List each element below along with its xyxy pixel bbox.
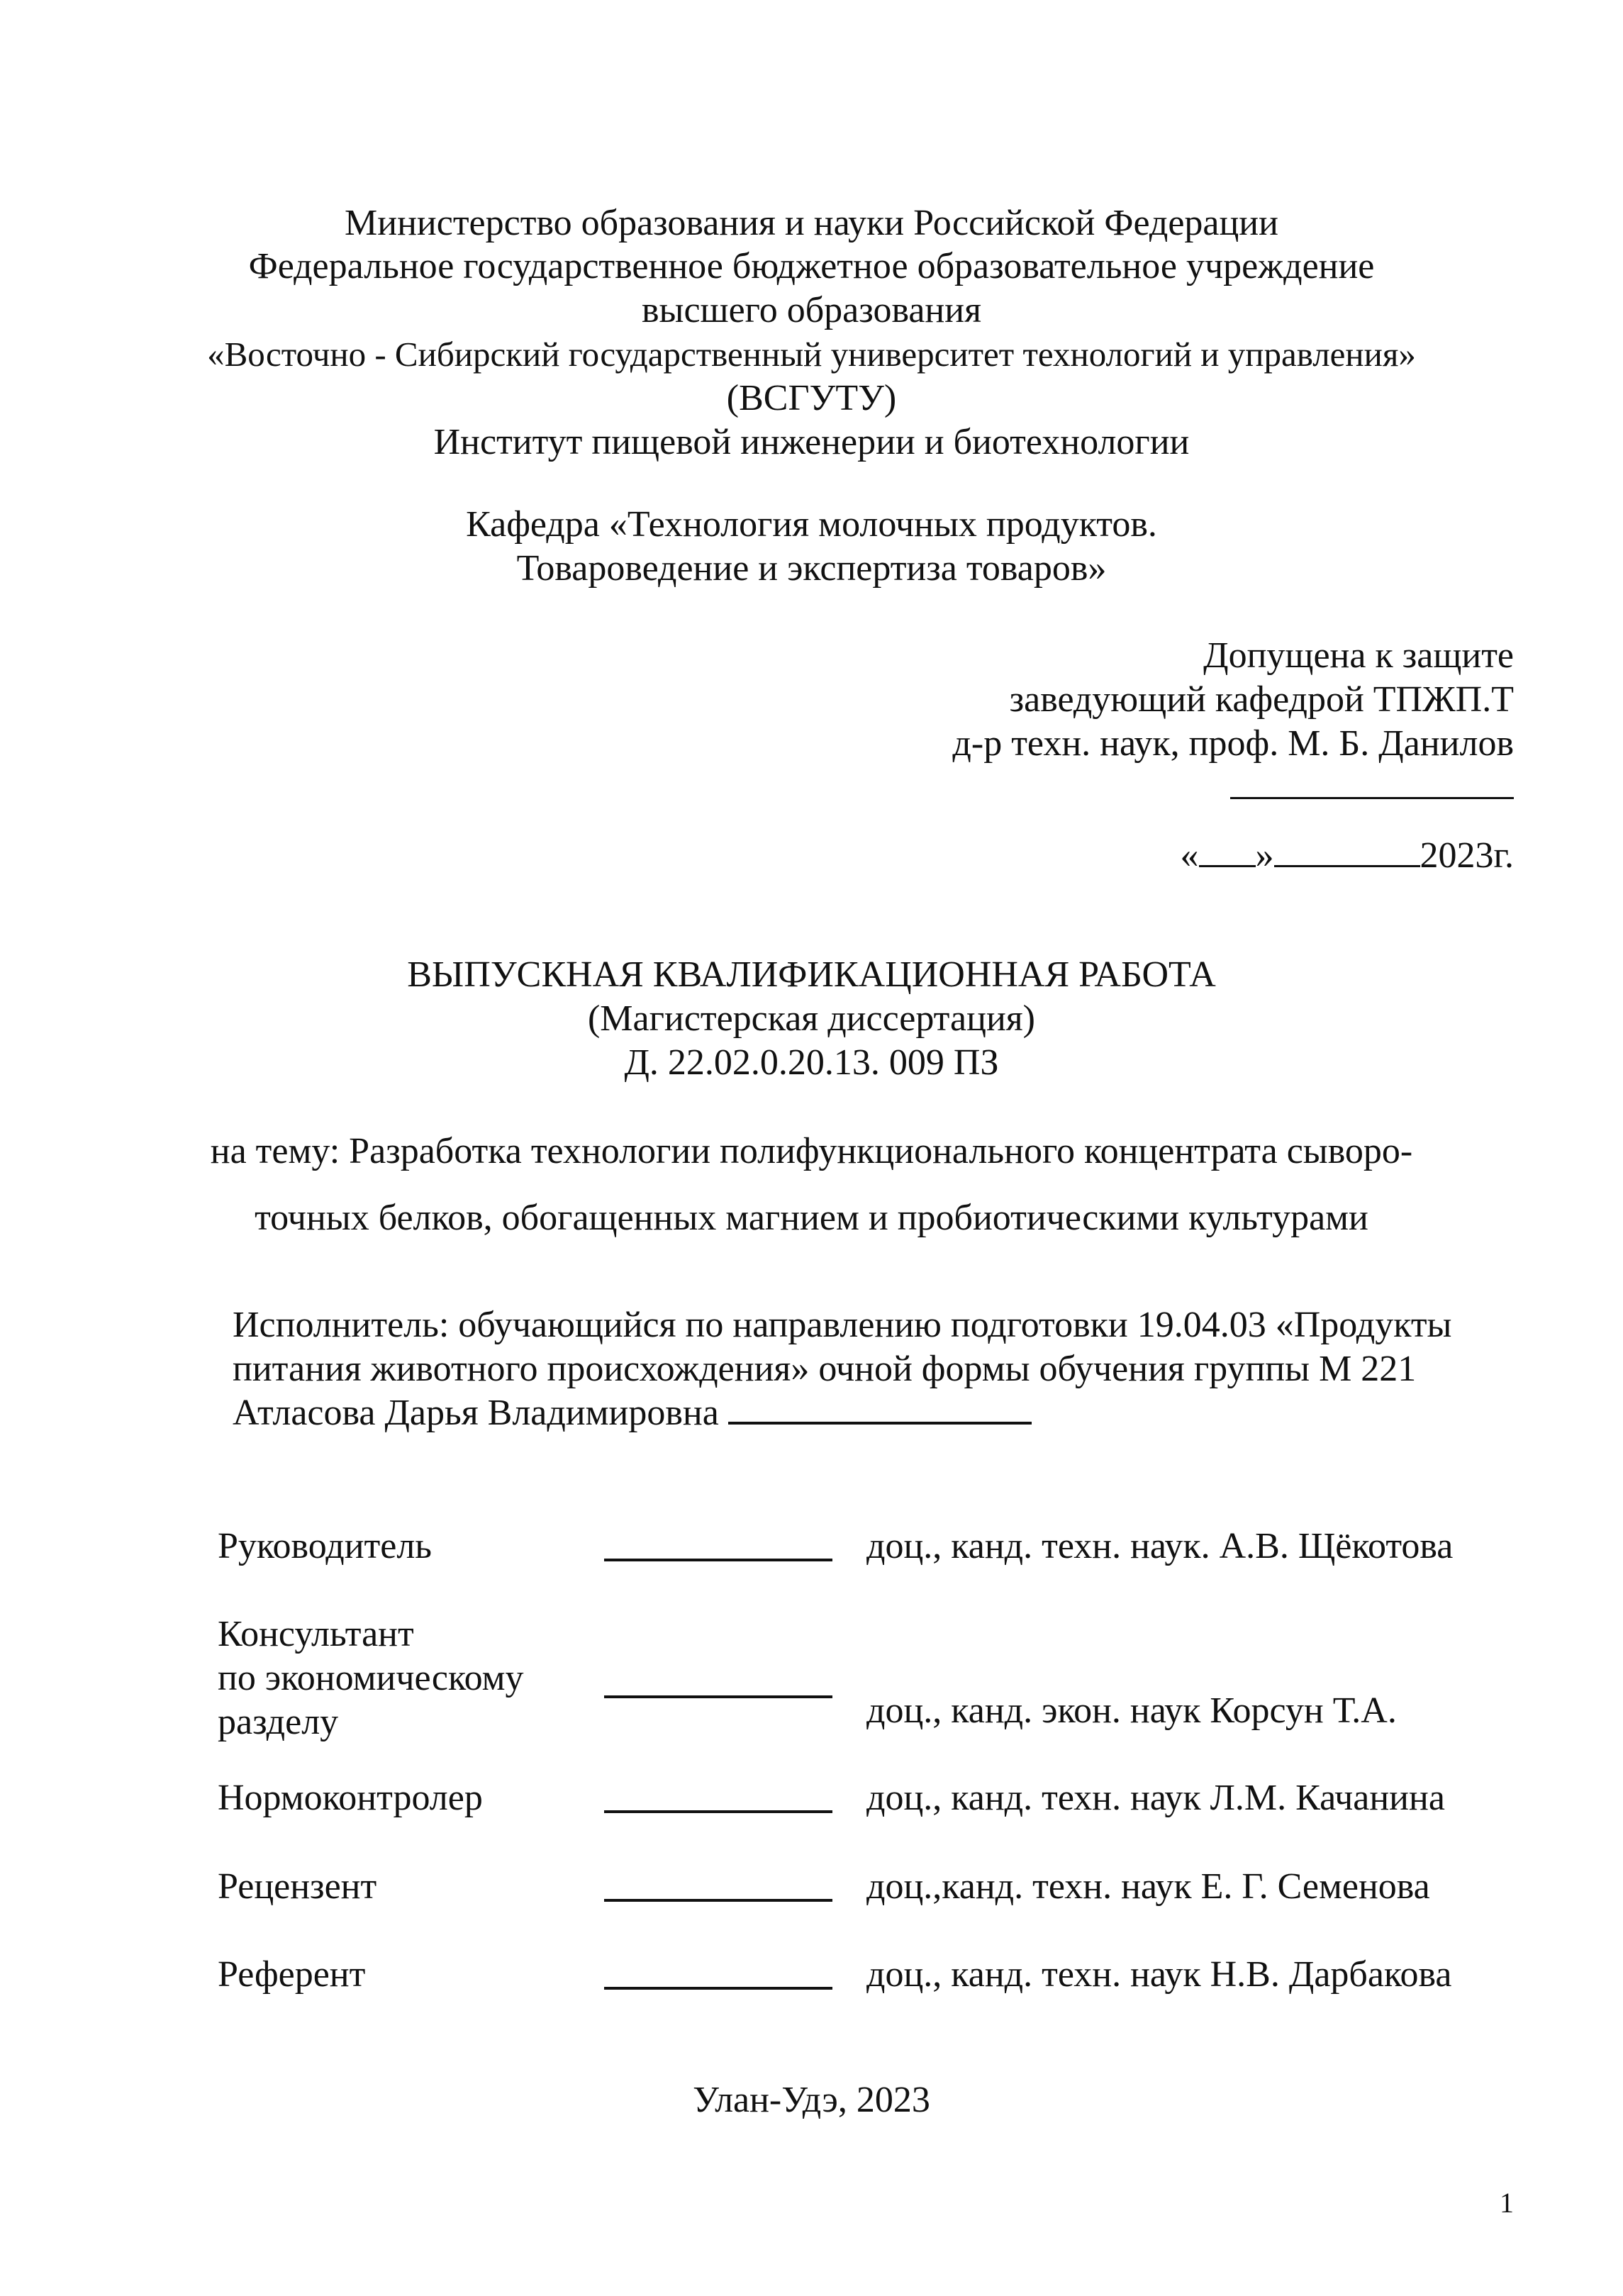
approval-date (1181, 833, 1514, 879)
executor-signature-line (728, 1393, 1032, 1425)
approval-signature-line (1230, 797, 1514, 799)
topic-line-1: на тему: Разработка технологии полифункционального концентрата сыворо- (210, 1131, 1413, 1171)
referent-signature-line (604, 1987, 832, 1990)
work-type: (Магистерская диссертация) (587, 998, 1036, 1039)
executor-line-2: питания животного происхождения» очной формы обучения группы М 221 (233, 1349, 1417, 1389)
institute-line: Институт пищевой инженерии и биотехнологии (433, 422, 1190, 462)
page-number: 1 (1500, 2187, 1514, 2219)
executor-line-1: Исполнитель: обучающийся по направлению подготовки 19.04.03 «Продукты (233, 1305, 1452, 1345)
ministry-line: Министерство образования и науки Российской Федерации (345, 203, 1278, 243)
date-day-blank (1199, 837, 1256, 867)
approval-line-2: заведующий кафедрой ТПЖП.Т (1009, 679, 1514, 720)
consultant-role-line-2: по экономическому (218, 1658, 524, 1698)
institution-type-line: Федеральное государственное бюджетное образовательное учреждение (248, 246, 1375, 286)
normcontrol-role: Нормоконтролер (218, 1778, 483, 1818)
referent-role: Референт (218, 1954, 366, 1995)
consultant-signature-line (604, 1695, 832, 1698)
supervisor-signature-line (604, 1559, 832, 1561)
approval-line-3: д-р техн. наук, проф. М. Б. Данилов (952, 723, 1514, 764)
date-month-blank (1274, 837, 1420, 867)
reviewer-role: Рецензент (218, 1866, 377, 1907)
supervisor-role: Руководитель (218, 1526, 432, 1566)
university-abbr-line: (ВСГУТУ) (726, 378, 897, 418)
education-level-line: высшего образования (641, 290, 982, 330)
topic-line-2: точных белков, обогащенных магнием и пробиотическими культурами (255, 1198, 1368, 1238)
department-line-1: Кафедра «Технология молочных продуктов. (466, 504, 1157, 545)
supervisor-person: доц., канд. техн. наук. А.В. Щёкотова (866, 1526, 1454, 1566)
normcontrol-person: доц., канд. техн. наук Л.М. Качанина (866, 1778, 1445, 1818)
consultant-role-line-1: Консультант (218, 1614, 414, 1654)
executor-line-3 (233, 1391, 1032, 1436)
city-year: Улан-Удэ, 2023 (693, 2080, 930, 2120)
work-code: Д. 22.02.0.20.13. 009 ПЗ (624, 1042, 999, 1083)
referent-person: доц., канд. техн. наук Н.В. Дарбакова (866, 1954, 1452, 1995)
date-close-quote: » (1255, 835, 1274, 876)
department-line-2: Товароведение и экспертиза товаров» (516, 548, 1107, 589)
consultant-role-line-3: разделу (218, 1702, 339, 1742)
reviewer-person: доц.,канд. техн. наук Е. Г. Семенова (866, 1866, 1430, 1907)
consultant-person: доц., канд. экон. наук Корсун Т.А. (866, 1690, 1397, 1731)
work-title: ВЫПУСКНАЯ КВАЛИФИКАЦИОННАЯ РАБОТА (407, 954, 1216, 995)
date-open-quote: « (1180, 835, 1199, 876)
approval-line-1: Допущена к защите (1203, 635, 1514, 676)
university-name-line: «Восточно - Сибирский государственный университет технологий и управления» (207, 335, 1416, 374)
executor-name: Атласова Дарья Владимировна (233, 1393, 719, 1433)
reviewer-signature-line (604, 1899, 832, 1902)
date-year: 2023г. (1420, 835, 1514, 876)
normcontrol-signature-line (604, 1810, 832, 1813)
